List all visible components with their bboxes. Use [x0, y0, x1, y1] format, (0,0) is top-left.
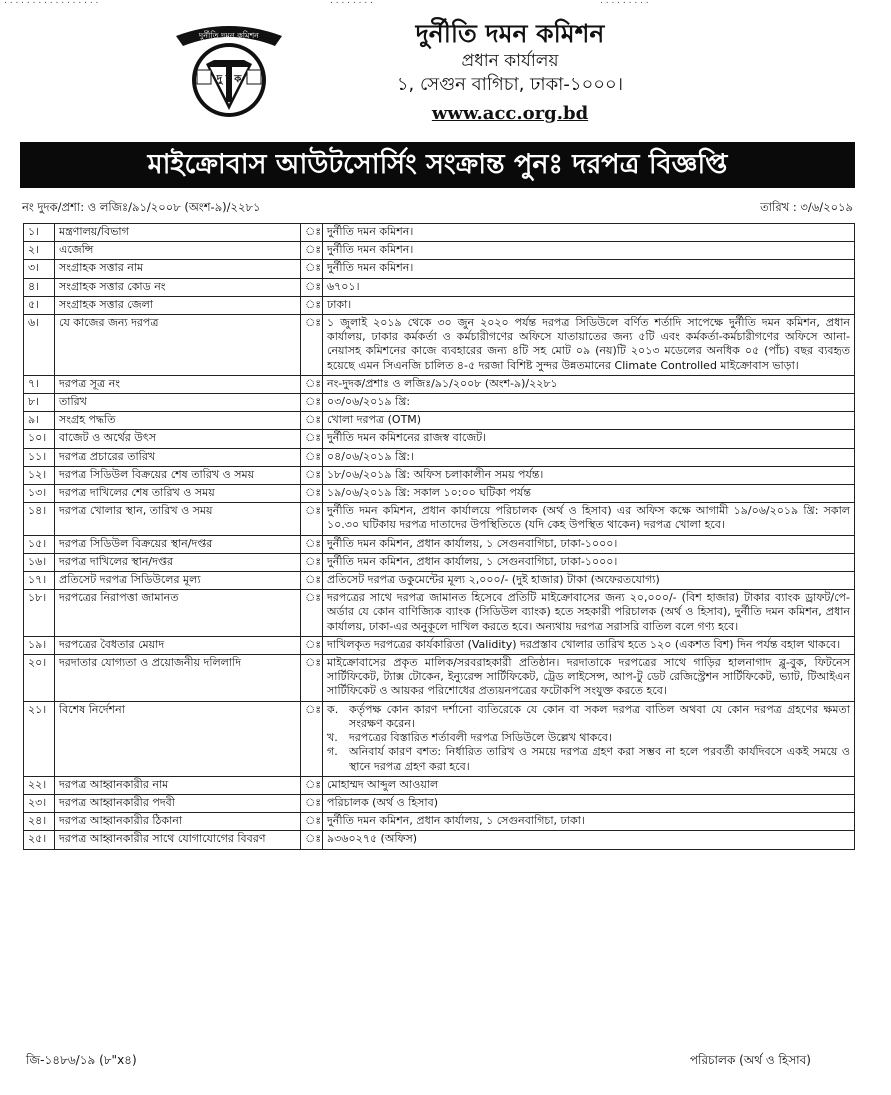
row-number: ১৮।	[24, 590, 55, 637]
table-row	[24, 242, 855, 260]
row-number: ৮।	[24, 394, 55, 412]
row-value: ৬৭০১।	[323, 278, 855, 296]
row-colon: ঃ	[301, 278, 323, 296]
row-colon: ঃ	[301, 260, 323, 278]
row-value: ১ জুলাই ২০১৯ থেকে ৩০ জুন ২০২০ পর্যন্ত দরপত্র সিডিউলে বর্ণিত শর্তাদি সাপেক্ষে দুর্নীতি দমন কমিশন, প্রধান কার্যালয়, ঢাকার কর্মকর্তা ও কর্মচারীগণের অফিসে যাতায়াতের জন্য ৫টি এবং কর্মকর্তা-কর্মচারীগণের অফিসে আনা-নেয়াসহ কমিশনের কাজে ব্যবহারের জন্য ৪টি সহ মোট ০৯ (নয়)টি ২০১৩ মডেলের অনধিক ০৫ (পাঁচ) বছর ব্যবহৃত হয়েছে এমন সিএনজি চালিত ৪-৫ দরজা বিশিষ্ট সুন্দর উন্নতমানের Climate Controlled মাইক্রোবাস ভাড়া।	[323, 315, 855, 376]
row-number: ১৬।	[24, 553, 55, 571]
row-label: এজেন্সি	[55, 242, 301, 260]
row-label: সংগ্রাহক সত্তার কোড নং	[55, 278, 301, 296]
row-number: ৪।	[24, 278, 55, 296]
tender-table	[23, 223, 855, 850]
row-number: ১০।	[24, 430, 55, 448]
svg-text:দুর্নীতি দমন কমিশন: দুর্নীতি দমন কমিশন	[199, 31, 259, 40]
instruction-item	[327, 731, 850, 745]
row-colon: ঃ	[301, 655, 323, 702]
notice-title: মাইক্রোবাস আউটসোর্সিং সংক্রান্ত পুনঃ দরপত্র বিজ্ঞপ্তি	[20, 142, 855, 188]
row-number: ৭।	[24, 375, 55, 393]
table-row	[24, 224, 855, 242]
row-value: প্রতিসেট দরপত্র ডকুমেন্টের মূল্য ২,০০০/- (দুই হাজার) টাকা (অফেরতযোগ্য)	[323, 572, 855, 590]
instruction-item	[327, 703, 850, 731]
table-row	[24, 485, 855, 503]
instruction-marker: ক.	[327, 702, 339, 716]
table-row	[24, 503, 855, 535]
row-label: সংগ্রাহক সত্তার জেলা	[55, 296, 301, 314]
table-row	[24, 535, 855, 553]
row-colon: ঃ	[301, 794, 323, 812]
svg-text:দু দ ক: দু দ ক	[216, 74, 242, 85]
row-value: দুর্নীতি দমন কমিশন, প্রধান কার্যালয়, ১ সেগুনবাগিচা, ঢাকা।	[323, 813, 855, 831]
row-label: দরপত্র দাখিলের শেষ তারিখ ও সময়	[55, 485, 301, 503]
row-colon: ঃ	[301, 535, 323, 553]
gd-number: জি-১৪৮৬/১৯ (৮"x৪)	[26, 1053, 137, 1067]
instruction-text: কর্তৃপক্ষ কোন কারণ দর্শানো ব্যতিরেকে যে কোন বা সকল দরপত্র বাতিল অথবা যে কোন দরপত্র গ্রহণের ক্ষমতা সংরক্ষণ করেন।	[349, 702, 850, 730]
row-colon: ঃ	[301, 776, 323, 794]
row-label: দরপত্র আহ্বানকারীর পদবী	[55, 794, 301, 812]
org-name: দুর্নীতি দমন কমিশন	[415, 19, 605, 48]
row-number: ৩।	[24, 260, 55, 278]
row-number: ২।	[24, 242, 55, 260]
row-number: ২২।	[24, 776, 55, 794]
acc-logo	[170, 14, 288, 122]
row-value: দুর্নীতি দমন কমিশন।	[323, 242, 855, 260]
row-colon: ঃ	[301, 466, 323, 484]
row-label: দরপত্র আহ্বানকারীর সাথে যোগাযোগের বিবরণ	[55, 831, 301, 849]
row-number: ২৫।	[24, 831, 55, 849]
table-row	[24, 394, 855, 412]
row-colon: ঃ	[301, 485, 323, 503]
row-colon: ঃ	[301, 224, 323, 242]
row-label: দরপত্রের বৈধতার মেয়াদ	[55, 636, 301, 654]
table-row	[24, 553, 855, 571]
table-row	[24, 315, 855, 376]
row-value: ১৮/০৬/২০১৯ খ্রি: অফিস চলাকালীন সময় পর্যন্ত।	[323, 466, 855, 484]
row-number: ৫।	[24, 296, 55, 314]
table-row	[24, 296, 855, 314]
row-value: দুর্নীতি দমন কমিশন।	[323, 224, 855, 242]
table-row	[24, 430, 855, 448]
row-number: ২৪।	[24, 813, 55, 831]
row-label: বিশেষ নির্দেশনা	[55, 701, 301, 776]
table-row	[24, 466, 855, 484]
row-number: ১৯।	[24, 636, 55, 654]
row-label: প্রতিসেট দরপত্র সিডিউলের মূল্য	[55, 572, 301, 590]
table-row	[24, 655, 855, 702]
table-row	[24, 375, 855, 393]
row-value: ঢাকা।	[323, 296, 855, 314]
table-row	[24, 831, 855, 849]
row-label: বাজেট ও অর্থের উৎস	[55, 430, 301, 448]
row-number: ৬।	[24, 315, 55, 376]
cropped-top-text: . . . . . . . . . . . . . . . . . . . . . . . . . . . . . . . . . .	[4, 0, 649, 6]
row-colon: ঃ	[301, 296, 323, 314]
row-colon: ঃ	[301, 553, 323, 571]
row-label: সংগ্রহ পদ্ধতি	[55, 412, 301, 430]
row-value: দুর্নীতি দমন কমিশন, প্রধান কার্যালয়, ১ সেগুনবাগিচা, ঢাকা-১০০০।	[323, 553, 855, 571]
row-value: দুর্নীতি দমন কমিশন, প্রধান কার্যালয়ে পরিচালক (অর্থ ও হিসাব) এর অফিস কক্ষে আগামী ১৯/০৬/২০১৯ খ্রি: সকাল ১০.৩০ ঘটিকায় দরপত্র দাতাদের উপস্থিতিতে (যদি কেহ উপস্থিত থাকেন) দরপত্র খোলা হবে।	[323, 503, 855, 535]
row-number: ১৩।	[24, 485, 55, 503]
row-value: ০৩/০৬/২০১৯ খ্রি:	[323, 394, 855, 412]
row-value	[323, 701, 855, 776]
row-colon: ঃ	[301, 412, 323, 430]
row-number: ১৫।	[24, 535, 55, 553]
row-colon: ঃ	[301, 572, 323, 590]
row-label: সংগ্রাহক সত্তার নাম	[55, 260, 301, 278]
table-row	[24, 701, 855, 776]
row-number: ১।	[24, 224, 55, 242]
row-value: খোলা দরপত্র (OTM)	[323, 412, 855, 430]
row-colon: ঃ	[301, 394, 323, 412]
row-label: দরদাতার যোগ্যতা ও প্রয়োজনীয় দলিলাদি	[55, 655, 301, 702]
instruction-marker: খ.	[327, 731, 338, 745]
office-name: প্রধান কার্যালয়	[461, 51, 559, 71]
instruction-marker: গ.	[327, 745, 338, 759]
row-value: পরিচালক (অর্থ ও হিসাব)	[323, 794, 855, 812]
row-value: নং-দুদক/প্রশাঃ ও লজিঃ/৯১/২০০৮ (অংশ-৯)/২২৮১	[323, 375, 855, 393]
row-colon: ঃ	[301, 636, 323, 654]
row-label: দরপত্রের নিরাপত্তা জামানত	[55, 590, 301, 637]
row-label: দরপত্র খোলার স্থান, তারিখ ও সময়	[55, 503, 301, 535]
table-row	[24, 278, 855, 296]
signatory-title: পরিচালক (অর্থ ও হিসাব)	[689, 1053, 811, 1067]
website-link[interactable]: www.acc.org.bd	[431, 103, 589, 124]
row-label: দরপত্র সূত্র নং	[55, 375, 301, 393]
row-colon: ঃ	[301, 701, 323, 776]
table-row	[24, 448, 855, 466]
row-label: দরপত্র দাখিলের স্থান/দপ্তর	[55, 553, 301, 571]
row-number: ৯।	[24, 412, 55, 430]
table-row	[24, 260, 855, 278]
table-row	[24, 794, 855, 812]
row-number: ২১।	[24, 701, 55, 776]
row-number: ১৭।	[24, 572, 55, 590]
table-row	[24, 776, 855, 794]
row-colon: ঃ	[301, 448, 323, 466]
row-number: ১১।	[24, 448, 55, 466]
office-address: ১, সেগুন বাগিচা, ঢাকা-১০০০।	[396, 74, 624, 95]
row-value: দুর্নীতি দমন কমিশনের রাজস্ব বাজেট।	[323, 430, 855, 448]
row-label: দরপত্র আহ্বানকারীর ঠিকানা	[55, 813, 301, 831]
row-value: মাইক্রোবাসের প্রকৃত মালিক/সরবরাহকারী প্রতিষ্ঠান। দরদাতাকে দরপত্রের সাথে গাড়ির হালনাগাদ ব্লু-বুক, ফিটনেস সার্টিফিকেট, ট্যাক্স টোকেন, ইন্যুরেন্স সার্টিফিকেট, ট্রেড লাইসেন্স, আপ-টু ডেট রেজিস্ট্রেশন সার্টিফিকেট, ভ্যাট, টিআইএন সার্টিফিকেট ও আয়কর পরিশোধের প্রত্যয়নপত্রের ফটোকপি সংযুক্ত করতে হবে।	[323, 655, 855, 702]
letterhead	[300, 18, 720, 130]
row-number: ১২।	[24, 466, 55, 484]
table-row	[24, 590, 855, 637]
row-colon: ঃ	[301, 430, 323, 448]
table-row	[24, 813, 855, 831]
row-colon: ঃ	[301, 813, 323, 831]
instruction-text: অনিবার্য কারণ বশত: নির্ধারিত তারিখ ও সময়ে দরপত্র গ্রহণ করা সম্ভব না হলে পরবর্তী কার্যদিবসে একই সময়ে ও স্থানে দরপত্র গ্রহণ করা হবে।	[349, 745, 850, 773]
row-number: ২০।	[24, 655, 55, 702]
row-value: ১৯/০৬/২০১৯ খ্রি: সকাল ১০:০০ ঘটিকা পর্যন্ত	[323, 485, 855, 503]
row-label: দরপত্র সিডিউল বিক্রয়ের শেষ তারিখ ও সময়	[55, 466, 301, 484]
row-colon: ঃ	[301, 375, 323, 393]
instruction-text: দরপত্রের বিস্তারিত শর্তাবলী দরপত্র সিডিউলে উল্লেখ থাকবে।	[349, 731, 612, 745]
row-colon: ঃ	[301, 503, 323, 535]
row-label: যে কাজের জন্য দরপত্র	[55, 315, 301, 376]
row-number: ২৩।	[24, 794, 55, 812]
row-colon: ঃ	[301, 831, 323, 849]
table-row	[24, 636, 855, 654]
row-value: ০৪/০৬/২০১৯ খ্রি:।	[323, 448, 855, 466]
row-value: দুর্নীতি দমন কমিশন, প্রধান কার্যালয়, ১ সেগুনবাগিচা, ঢাকা-১০০০।	[323, 535, 855, 553]
memo-number: নং দুদক/প্রশা: ও লজিঃ/৯১/২০০৮ (অংশ-৯)/২২৮১	[22, 200, 261, 214]
row-colon: ঃ	[301, 315, 323, 376]
row-label: মন্ত্রণালয়/বিভাগ	[55, 224, 301, 242]
row-label: তারিখ	[55, 394, 301, 412]
table-row	[24, 412, 855, 430]
row-value: ৯৩৬০২৭৫ (অফিস)	[323, 831, 855, 849]
row-label: দরপত্র আহ্বানকারীর নাম	[55, 776, 301, 794]
row-value: দরপত্রের সাথে দরপত্র জামানত হিসেবে প্রতিটি মাইক্রোবাসের জন্য ২০,০০০/- (বিশ হাজার) টাকার ব্যাংক ড্রাফট/পে-অর্ডার যে কোন বাণিজ্যিক ব্যাংক (সিডিউল ব্যাংক) হতে সহকারী পরিচালক (অর্থ ও হিসাব), দুর্নীতি দমন কমিশন, প্রধান কার্যালয়, ঢাকা-এর অনুকূলে দাখিল করতে হবে। অন্যথায় দরপত্র সরাসরি বাতিল বলে গণ্য হবে।	[323, 590, 855, 637]
row-label: দরপত্র প্রচারের তারিখ	[55, 448, 301, 466]
notice-date: তারিখ : ৩/৬/২০১৯	[760, 200, 853, 214]
row-colon: ঃ	[301, 242, 323, 260]
row-value: দাখিলকৃত দরপত্রের কার্যকারিতা (Validity) দরপ্রস্তাব খোলার তারিখ হতে ১২০ (একশত বিশ) দিন পর্যন্ত বহাল থাকবে।	[323, 636, 855, 654]
instruction-item	[327, 745, 850, 773]
row-number: ১৪।	[24, 503, 55, 535]
row-value: দুর্নীতি দমন কমিশন।	[323, 260, 855, 278]
row-value: মোহাম্মদ আব্দুল আওয়াল	[323, 776, 855, 794]
row-colon: ঃ	[301, 590, 323, 637]
table-row	[24, 572, 855, 590]
row-label: দরপত্র সিডিউল বিক্রয়ের স্থান/দপ্তর	[55, 535, 301, 553]
